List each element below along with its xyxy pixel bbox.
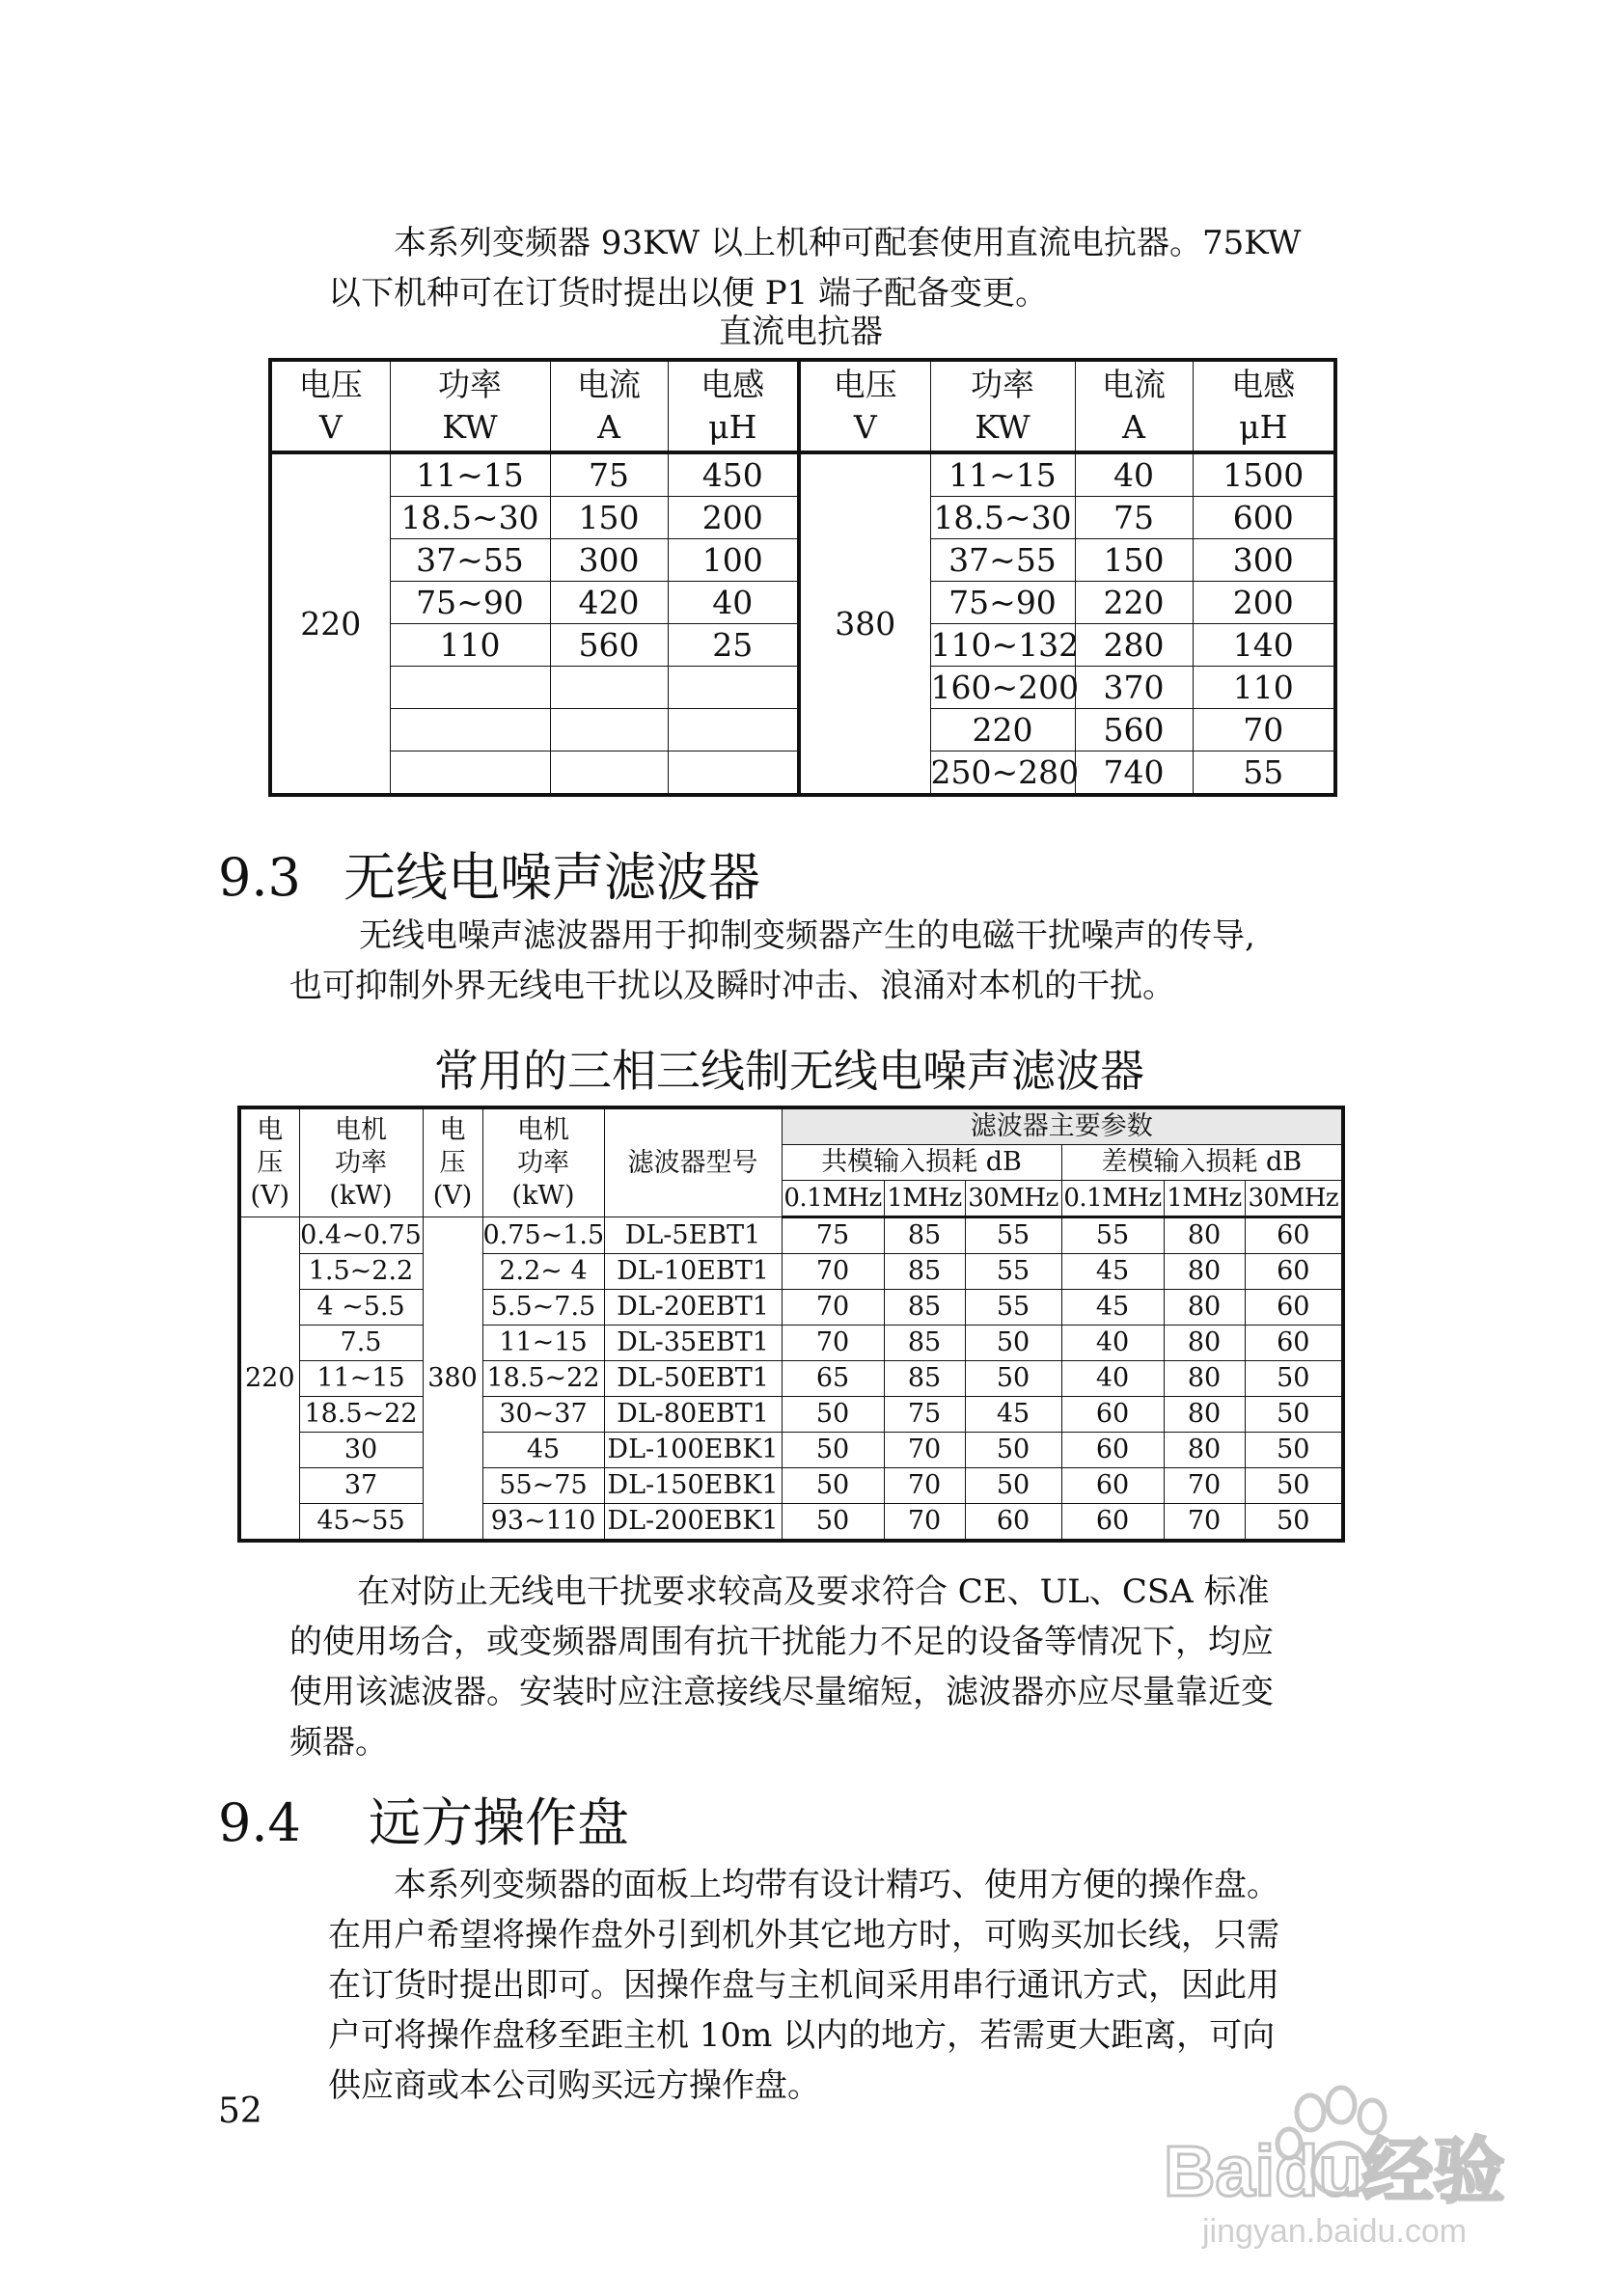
filter-voltage-220: 220 — [239, 1217, 299, 1542]
filter-diff-mode-loss: 60 — [1245, 1290, 1343, 1326]
reactor-header-unit: A — [597, 408, 620, 446]
filter-common-mode-loss: 55 — [965, 1217, 1061, 1254]
filter-power-380: 45 — [482, 1433, 604, 1468]
section-9-3-paragraph — [289, 911, 1341, 1011]
reactor-left-inductance — [668, 709, 799, 752]
filter-diff-mode-loss: 70 — [1164, 1468, 1245, 1504]
filter-common-mode-loss: 70 — [782, 1290, 884, 1326]
filter-header-frequency: 0.1MHz — [782, 1181, 884, 1217]
filter-power-220: 7.5 — [299, 1326, 423, 1361]
reactor-header-top: 电流 — [577, 366, 641, 403]
section-9-3-heading — [218, 849, 760, 907]
filter-common-mode-loss: 50 — [965, 1326, 1061, 1361]
reactor-header-unit: KW — [442, 408, 498, 446]
filter-diff-mode-loss: 45 — [1061, 1290, 1164, 1326]
reactor-right-inductance: 600 — [1193, 497, 1335, 539]
filter-diff-mode-loss: 60 — [1061, 1433, 1164, 1468]
reactor-header-cell — [1075, 360, 1193, 452]
filter-header-params: 滤波器主要参数 — [782, 1107, 1343, 1145]
filter-model: DL-150EBK1 — [604, 1468, 782, 1504]
intro-line-1: 本系列变频器 93KW 以上机种可配套使用直流电抗器。75KW — [394, 224, 1302, 262]
filter-diff-mode-loss: 60 — [1245, 1254, 1343, 1290]
filter-power-220: 45~55 — [299, 1504, 423, 1542]
section-9-4-line-4: 户可将操作盘移至距主机 10m 以内的地方，若需更大距离，可向 — [328, 2016, 1276, 2055]
reactor-right-inductance: 200 — [1193, 582, 1335, 624]
filter-header-frequency: 1MHz — [884, 1181, 965, 1217]
filter-common-mode-loss: 50 — [782, 1504, 884, 1542]
filter-common-mode-loss: 85 — [884, 1217, 965, 1254]
filter-model: DL-10EBT1 — [604, 1254, 782, 1290]
table-row — [239, 1217, 1343, 1254]
reactor-right-power: 18.5~30 — [930, 497, 1075, 539]
reactor-right-inductance: 70 — [1193, 709, 1335, 752]
section-9-4-heading — [218, 1794, 629, 1852]
table-row — [239, 1504, 1343, 1542]
filter-diff-mode-loss: 80 — [1164, 1290, 1245, 1326]
filter-common-mode-loss: 85 — [884, 1290, 965, 1326]
reactor-left-inductance: 25 — [668, 624, 799, 667]
reactor-right-current: 370 — [1075, 667, 1193, 709]
filter-common-mode-loss: 55 — [965, 1254, 1061, 1290]
reactor-voltage-220: 220 — [270, 452, 390, 795]
reactor-left-power — [390, 709, 550, 752]
filter-diff-mode-loss: 80 — [1164, 1254, 1245, 1290]
reactor-left-current: 75 — [550, 452, 668, 497]
reactor-header-cell — [550, 360, 668, 452]
filter-common-mode-loss: 70 — [884, 1468, 965, 1504]
filter-header-frequency: 30MHz — [965, 1181, 1061, 1217]
filter-header-power-220-line: 电机 — [335, 1114, 387, 1145]
reactor-left-power — [390, 667, 550, 709]
filter-common-mode-loss: 60 — [965, 1504, 1061, 1542]
filter-header-voltage-380-line: 电 — [439, 1114, 466, 1145]
filter-power-220: 1.5~2.2 — [299, 1254, 423, 1290]
filter-model: DL-20EBT1 — [604, 1290, 782, 1326]
table-row — [239, 1290, 1343, 1326]
reactor-right-power: 110~132 — [930, 624, 1075, 667]
reactor-left-power: 110 — [390, 624, 550, 667]
filter-header-diff-mode: 差模输入损耗 dB — [1061, 1145, 1343, 1181]
filter-diff-mode-loss: 80 — [1164, 1397, 1245, 1433]
filter-model: DL-5EBT1 — [604, 1217, 782, 1254]
filter-common-mode-loss: 70 — [884, 1504, 965, 1542]
filter-diff-mode-loss: 60 — [1061, 1468, 1164, 1504]
filter-common-mode-loss: 75 — [884, 1397, 965, 1433]
reactor-right-power: 250~280 — [930, 752, 1075, 796]
filter-model: DL-200EBK1 — [604, 1504, 782, 1542]
reactor-header-unit: μH — [1239, 408, 1288, 446]
reactor-left-inductance: 200 — [668, 497, 799, 539]
filter-diff-mode-loss: 50 — [1245, 1397, 1343, 1433]
reactor-header-top: 电压 — [833, 366, 897, 403]
filter-header-frequency: 30MHz — [1245, 1181, 1343, 1217]
reactor-left-current: 150 — [550, 497, 668, 539]
filter-diff-mode-loss: 50 — [1245, 1361, 1343, 1397]
filter-note-paragraph — [289, 1567, 1320, 1767]
filter-power-380: 11~15 — [482, 1326, 604, 1361]
reactor-right-power: 37~55 — [930, 539, 1075, 582]
reactor-header-cell — [799, 360, 930, 452]
filter-common-mode-loss: 45 — [965, 1397, 1061, 1433]
filter-diff-mode-loss: 80 — [1164, 1326, 1245, 1361]
reactor-voltage-380: 380 — [799, 452, 930, 795]
reactor-header-top: 功率 — [438, 366, 502, 403]
filter-common-mode-loss: 75 — [782, 1217, 884, 1254]
filter-header-voltage-380-line: (V) — [432, 1180, 473, 1211]
reactor-left-inductance — [668, 752, 799, 796]
filter-common-mode-loss: 50 — [965, 1361, 1061, 1397]
reactor-left-inductance: 450 — [668, 452, 799, 497]
reactor-left-power: 75~90 — [390, 582, 550, 624]
filter-table-caption: 常用的三相三线制无线电噪声滤波器 — [434, 1045, 1144, 1097]
reactor-right-current: 560 — [1075, 709, 1193, 752]
reactor-right-power: 11~15 — [930, 452, 1075, 497]
filter-common-mode-loss: 65 — [782, 1361, 884, 1397]
filter-common-mode-loss: 70 — [782, 1254, 884, 1290]
section-9-4-line-3: 在订货时提出即可。因操作盘与主机间采用串行通讯方式，因此用 — [328, 1966, 1279, 2005]
section-9-3-line-1: 无线电噪声滤波器用于抑制变频器产生的电磁干扰噪声的传导, — [359, 916, 1255, 955]
reactor-left-current — [550, 752, 668, 796]
section-9-3-title: 无线电噪声滤波器 — [343, 847, 760, 908]
filter-power-380: 2.2~ 4 — [482, 1254, 604, 1290]
section-9-4-line-2: 在用户希望将操作盘外引到机外其它地方时，可购买加长线，只需 — [328, 1916, 1279, 1954]
filter-header-voltage-220-line: 压 — [257, 1147, 284, 1178]
filter-header-voltage-220-line: 电 — [257, 1114, 284, 1145]
section-9-4-line-5: 供应商或本公司购买远方操作盘。 — [328, 2066, 820, 2105]
filter-diff-mode-loss: 50 — [1245, 1504, 1343, 1542]
filter-header-voltage-380-line: 压 — [439, 1147, 466, 1178]
filter-common-mode-loss: 85 — [884, 1326, 965, 1361]
reactor-header-top: 电感 — [701, 366, 765, 403]
reactor-header-unit: KW — [975, 408, 1030, 446]
reactor-left-current — [550, 667, 668, 709]
filter-diff-mode-loss: 80 — [1164, 1433, 1245, 1468]
filter-power-380: 93~110 — [482, 1504, 604, 1542]
filter-diff-mode-loss: 50 — [1245, 1468, 1343, 1504]
filter-power-380: 0.75~1.5 — [482, 1217, 604, 1254]
filter-header-voltage-220-line: (V) — [250, 1180, 290, 1211]
reactor-right-inductance: 140 — [1193, 624, 1335, 667]
reactor-left-current: 420 — [550, 582, 668, 624]
filter-model: DL-35EBT1 — [604, 1326, 782, 1361]
filter-diff-mode-loss: 70 — [1164, 1504, 1245, 1542]
reactor-left-power: 18.5~30 — [390, 497, 550, 539]
filter-diff-mode-loss: 55 — [1061, 1217, 1164, 1254]
filter-header-voltage-380 — [423, 1107, 482, 1217]
reactor-right-inductance: 1500 — [1193, 452, 1335, 497]
filter-header-power-380-line: 电机 — [517, 1114, 569, 1145]
filter-note-line-3: 使用该滤波器。安装时应注意接线尽量缩短，滤波器亦应尽量靠近变 — [289, 1673, 1274, 1711]
table-row — [239, 1397, 1343, 1433]
reactor-header-cell — [390, 360, 550, 452]
filter-header-frequency: 1MHz — [1164, 1181, 1245, 1217]
reactor-header-unit: V — [318, 408, 343, 446]
filter-header-common-mode: 共模输入损耗 dB — [782, 1145, 1061, 1181]
filter-power-220: 11~15 — [299, 1361, 423, 1397]
noise-filter-table — [237, 1106, 1345, 1543]
reactor-header-cell — [930, 360, 1075, 452]
filter-power-380: 30~37 — [482, 1397, 604, 1433]
filter-power-220: 30 — [299, 1433, 423, 1468]
reactor-right-inductance: 55 — [1193, 752, 1335, 796]
filter-common-mode-loss: 70 — [782, 1326, 884, 1361]
watermark-url-text: jingyan.baidu.com — [1202, 2213, 1468, 2250]
filter-header-power-380 — [482, 1107, 604, 1217]
reactor-left-inductance: 40 — [668, 582, 799, 624]
filter-header-frequency: 0.1MHz — [1061, 1181, 1164, 1217]
filter-diff-mode-loss: 80 — [1164, 1361, 1245, 1397]
filter-power-380: 5.5~7.5 — [482, 1290, 604, 1326]
filter-header-model: 滤波器型号 — [604, 1107, 782, 1217]
filter-common-mode-loss: 85 — [884, 1361, 965, 1397]
filter-diff-mode-loss: 60 — [1061, 1504, 1164, 1542]
reactor-table-caption: 直流电抗器 — [719, 313, 883, 351]
baidu-jingyan-watermark — [1135, 2070, 1540, 2254]
filter-diff-mode-loss: 80 — [1164, 1217, 1245, 1254]
reactor-header-cell — [1193, 360, 1335, 452]
reactor-right-current: 75 — [1075, 497, 1193, 539]
section-9-4-title: 远方操作盘 — [369, 1792, 629, 1853]
section-9-3-line-2: 也可抑制外界无线电干扰以及瞬时冲击、浪涌对本机的干扰。 — [289, 967, 1175, 1005]
filter-note-line-4: 频器。 — [289, 1723, 388, 1762]
filter-diff-mode-loss: 60 — [1245, 1217, 1343, 1254]
filter-model: DL-100EBK1 — [604, 1433, 782, 1468]
reactor-left-power: 37~55 — [390, 539, 550, 582]
table-row — [239, 1254, 1343, 1290]
filter-common-mode-loss: 50 — [965, 1433, 1061, 1468]
reactor-left-current: 300 — [550, 539, 668, 582]
filter-note-line-1: 在对防止无线电干扰要求较高及要求符合 CE、UL、CSA 标准 — [357, 1572, 1270, 1611]
table-row — [239, 1468, 1343, 1504]
reactor-header-top: 电压 — [298, 366, 363, 403]
reactor-left-power — [390, 752, 550, 796]
reactor-left-inductance — [668, 667, 799, 709]
filter-power-220: 4 ~5.5 — [299, 1290, 423, 1326]
filter-diff-mode-loss: 50 — [1245, 1433, 1343, 1468]
reactor-header-unit: A — [1122, 408, 1145, 446]
reactor-header-unit: V — [853, 408, 877, 446]
reactor-right-power: 75~90 — [930, 582, 1075, 624]
dc-reactor-table — [268, 358, 1337, 797]
reactor-right-inductance: 110 — [1193, 667, 1335, 709]
reactor-header-unit: μH — [708, 408, 757, 446]
filter-common-mode-loss: 50 — [965, 1468, 1061, 1504]
reactor-right-current: 220 — [1075, 582, 1193, 624]
filter-header-power-380-line: 功率 — [517, 1147, 569, 1178]
filter-common-mode-loss: 50 — [782, 1433, 884, 1468]
reactor-left-current: 560 — [550, 624, 668, 667]
section-9-3-number: 9.3 — [218, 847, 301, 908]
reactor-header-top: 电感 — [1231, 366, 1296, 403]
reactor-right-power: 220 — [930, 709, 1075, 752]
filter-diff-mode-loss: 45 — [1061, 1254, 1164, 1290]
section-9-4-number: 9.4 — [218, 1792, 301, 1853]
filter-diff-mode-loss: 40 — [1061, 1326, 1164, 1361]
reactor-header-cell — [668, 360, 799, 452]
reactor-header-cell — [270, 360, 390, 452]
reactor-left-power: 11~15 — [390, 452, 550, 497]
table-row — [239, 1326, 1343, 1361]
filter-common-mode-loss: 55 — [965, 1290, 1061, 1326]
reactor-header-top: 电流 — [1102, 366, 1166, 403]
filter-power-220: 0.4~0.75 — [299, 1217, 423, 1254]
filter-common-mode-loss: 50 — [782, 1468, 884, 1504]
filter-model: DL-80EBT1 — [604, 1397, 782, 1433]
filter-header-power-220-line: (kW) — [329, 1180, 393, 1211]
reactor-left-current — [550, 709, 668, 752]
filter-voltage-380: 380 — [423, 1217, 482, 1542]
filter-common-mode-loss: 50 — [782, 1397, 884, 1433]
reactor-header-top: 功率 — [971, 366, 1034, 403]
filter-power-220: 18.5~22 — [299, 1397, 423, 1433]
filter-power-220: 37 — [299, 1468, 423, 1504]
watermark-brand-text: Baidu经验 — [1164, 2131, 1505, 2211]
section-9-4-line-1: 本系列变频器的面板上均带有设计精巧、使用方便的操作盘。 — [394, 1866, 1279, 1904]
filter-power-380: 18.5~22 — [482, 1361, 604, 1397]
table-row — [239, 1361, 1343, 1397]
reactor-right-power: 160~200 — [930, 667, 1075, 709]
intro-line-2: 以下机种可在订货时提出以便 P1 端子配备变更。 — [328, 274, 1049, 313]
reactor-right-current: 280 — [1075, 624, 1193, 667]
table-row — [270, 452, 1335, 497]
filter-power-380: 55~75 — [482, 1468, 604, 1504]
reactor-right-current: 740 — [1075, 752, 1193, 796]
table-row — [239, 1433, 1343, 1468]
reactor-right-current: 150 — [1075, 539, 1193, 582]
filter-common-mode-loss: 70 — [884, 1433, 965, 1468]
filter-header-power-380-line: (kW) — [511, 1180, 575, 1211]
filter-model: DL-50EBT1 — [604, 1361, 782, 1397]
reactor-right-inductance: 300 — [1193, 539, 1335, 582]
filter-header-voltage-220 — [239, 1107, 299, 1217]
filter-diff-mode-loss: 40 — [1061, 1361, 1164, 1397]
page-number: 52 — [218, 2091, 262, 2131]
filter-diff-mode-loss: 60 — [1061, 1397, 1164, 1433]
baidu-paw-logo-icon — [1135, 2070, 1540, 2254]
filter-note-line-2: 的使用场合，或变频器周围有抗干扰能力不足的设备等情况下，均应 — [289, 1623, 1274, 1661]
filter-header-power-220-line: 功率 — [335, 1147, 387, 1178]
reactor-right-current: 40 — [1075, 452, 1193, 497]
filter-header-power-220 — [299, 1107, 423, 1217]
filter-diff-mode-loss: 60 — [1245, 1326, 1343, 1361]
intro-paragraph — [328, 218, 1322, 318]
reactor-left-inductance: 100 — [668, 539, 799, 582]
filter-common-mode-loss: 85 — [884, 1254, 965, 1290]
